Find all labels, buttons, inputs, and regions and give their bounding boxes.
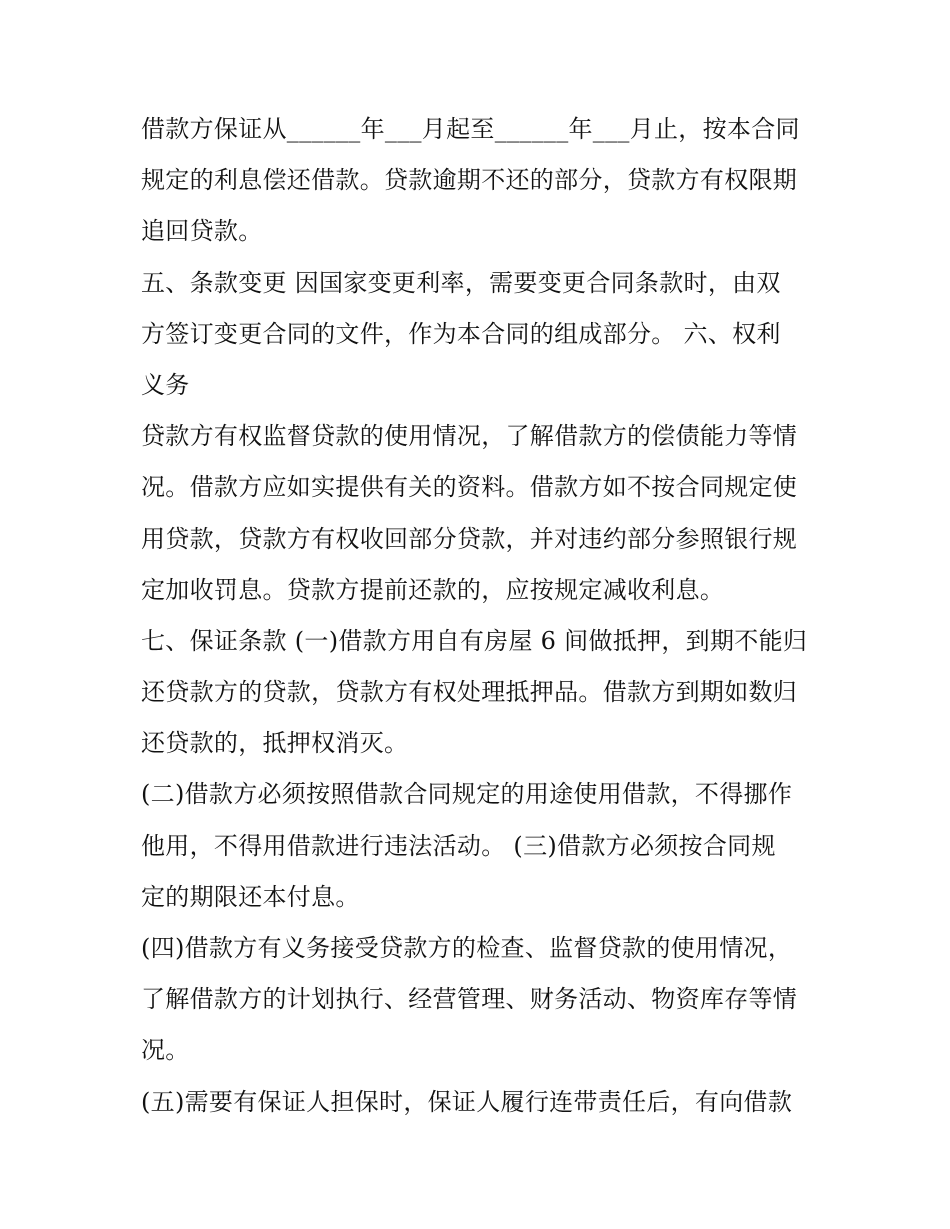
text-line: 规定的利息偿还借款。贷款逾期不还的部分，贷款方有权限期 (141, 166, 798, 195)
clause-line: (四)借款方有义务接受贷款方的检查、监督贷款的使用情况， (141, 934, 793, 962)
text-line: 定的期限还本付息。 (141, 882, 360, 911)
text-line: 还贷款方的贷款，贷款方有权处理抵押品。借款方到期如数归 (141, 678, 798, 707)
text-line: 了解借款方的计划执行、经营管理、财务活动、物资库存等情 (141, 985, 798, 1014)
text-line: 用贷款，贷款方有权收回部分贷款，并对违约部分参照银行规 (141, 524, 798, 553)
text-line: 义务 (141, 370, 190, 399)
text-line: 况。 (141, 1036, 190, 1065)
clause-line: (五)需要有保证人担保时，保证人履行连带责任后，有向借款 (141, 1087, 793, 1116)
text-line: 定加收罚息。贷款方提前还款的，应按规定减收利息。 (141, 575, 725, 604)
section-heading-line: 五、条款变更 因国家变更利率，需要变更合同条款时，由双 (141, 268, 781, 297)
text-line: 还贷款的，抵押权消灭。 (141, 729, 409, 758)
clause-line: (二)借款方必须按照借款合同规定的用途使用借款，不得挪作 (141, 780, 793, 809)
text-line: 况。借款方应如实提供有关的资料。借款方如不按合同规定使 (141, 473, 798, 502)
section-heading-line: 七、保证条款 (一)借款方用自有房屋 6 间做抵押，到期不能归 (141, 626, 808, 655)
text-line: 贷款方有权监督贷款的使用情况，了解借款方的偿债能力等情 (141, 422, 798, 451)
contract-body (141, 104, 813, 1128)
text-line: 方签订变更合同的文件，作为本合同的组成部分。 六、权利 (141, 319, 781, 348)
text-line: 追回贷款。 (141, 217, 263, 246)
text-line: 借款方保证从______年___月起至______年___月止，按本合同 (141, 115, 800, 143)
text-line: 他用，不得用借款进行违法活动。 (三)借款方必须按合同规 (141, 831, 776, 860)
